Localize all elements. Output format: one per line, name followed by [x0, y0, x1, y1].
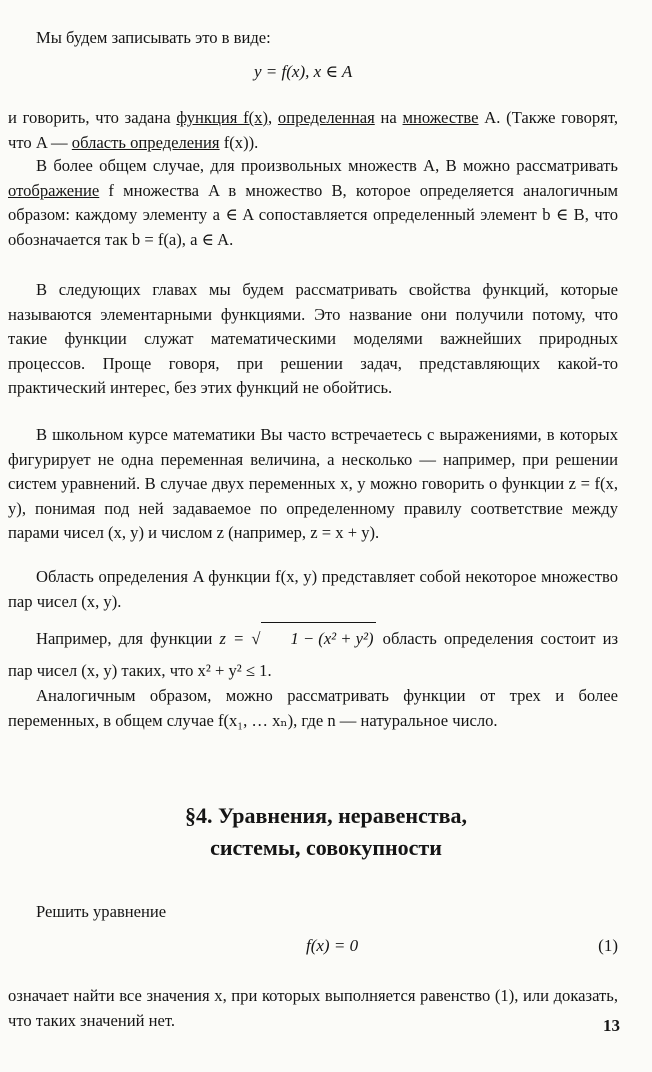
- equation-number: (1): [598, 936, 618, 955]
- solve-equation-intro: Решить уравнение: [36, 902, 167, 921]
- sqrt-formula-radicand: 1 − (x² + y²): [261, 622, 376, 655]
- formula-function-definition: y = f(x), x ∈ A: [254, 62, 353, 81]
- term-function-link: функция f(x): [176, 108, 269, 127]
- text-segment: A. (Также говорят, что A —: [8, 108, 619, 152]
- term-mapping-link: отображение: [8, 180, 100, 200]
- section-title-line1: §4. Уравнения, неравенства,: [184, 803, 468, 828]
- paragraph-function-domain: [8, 106, 618, 155]
- text-segment: f множества A в множество B, которое определяется аналогичным образом: каждому элементу a ∈ A сопоставляется определенный элемент b ∈ B, что обозначается так b = f(a), a ∈ A.: [8, 180, 618, 249]
- paragraph-domain-pairs: Область определения A функции f(x, y) представляет собой некоторое множество пар чисел (x, y).: [8, 567, 618, 611]
- paragraph-sqrt-example: [8, 622, 618, 687]
- text-segment: Например, для функции: [36, 629, 220, 648]
- equation-one: f(x) = 0: [306, 936, 359, 955]
- term-set-link: множестве: [402, 108, 479, 127]
- intro-line: Мы будем записывать это в виде:: [36, 28, 271, 47]
- paragraph-mapping: [8, 154, 618, 252]
- text-segment: f(x)).: [219, 132, 259, 152]
- text-segment: В более общем случае, для произвольных множеств A, B можно рассматривать: [36, 156, 618, 175]
- sqrt-formula-lhs: z = √: [219, 629, 261, 648]
- term-defined-link: определенная: [277, 108, 375, 127]
- term-domain-link: область определения: [71, 132, 220, 152]
- text-segment: и говорить, что задана: [8, 108, 177, 127]
- paragraph-solve-meaning: означает найти все значения x, при которых выполняется равенство (1), или доказать, что таких значений нет.: [8, 986, 618, 1030]
- section-title-line2: системы, совокупности: [210, 835, 442, 860]
- text-segment: на: [374, 108, 403, 127]
- page-number: 13: [603, 1016, 620, 1035]
- text-segment: ,: [268, 108, 278, 127]
- paragraph-elementary-functions: В следующих главах мы будем рассматривать свойства функций, которые называются элементарными функциями. Это название они получили потому, что такие функции служат математическими моделями важнейших природных процессов. Проще говоря, при решении задач, представляющих какой-то практический интерес, без этих функций не обойтись.: [8, 280, 618, 398]
- text-segment: область определения состоит из пар чисел (x, y) таких, что x² + y² ≤ 1.: [8, 629, 619, 680]
- paragraph-more-variables: Аналогичным образом, можно рассматривать функции от трех и более переменных, в общем случае f(x₁, … xₙ), где n — натуральное число.: [8, 686, 618, 730]
- paragraph-two-variables: В школьном курсе математики Вы часто встречаетесь с выражениями, в которых фигурирует не одна переменная величина, а несколько — например, при решении систем уравнений. В случае двух переменных x, y можно говорить о функции z = f(x, y), понимая под ней задаваемое по определенному правилу соответствие между парами чисел (x, y) и числом z (например, z = x + y).: [8, 425, 618, 543]
